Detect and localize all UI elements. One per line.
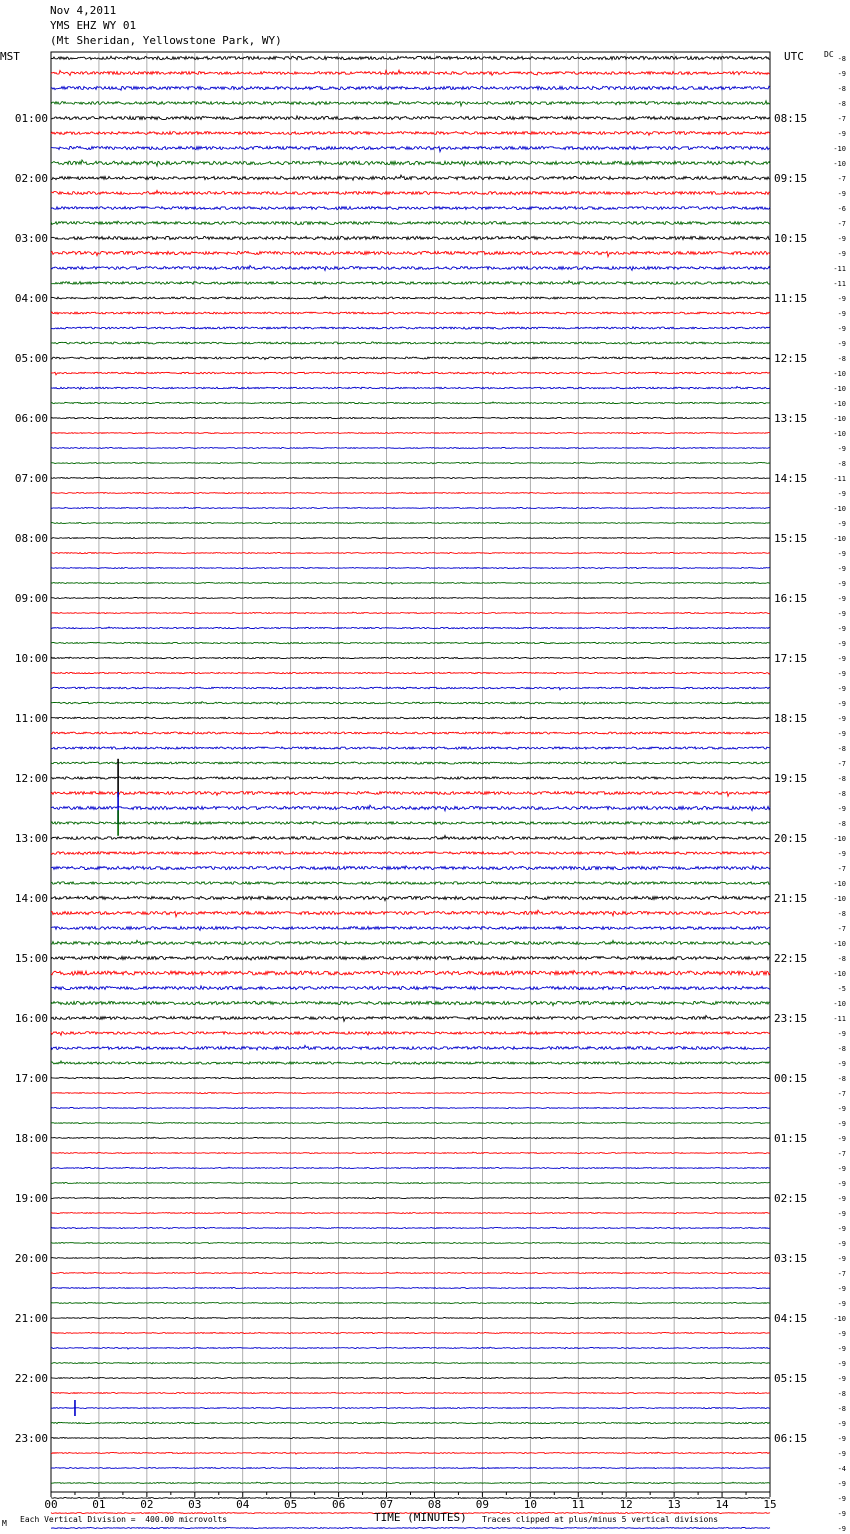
dc-offset-label: -7 [837, 220, 846, 228]
left-hour-label: 07:00 [14, 472, 48, 485]
x-axis-title: TIME (MINUTES) [374, 1511, 467, 1524]
trace-line [51, 1257, 770, 1259]
right-hour-label: 02:15 [774, 1192, 808, 1205]
trace-line [51, 296, 770, 299]
left-hour-label: 15:00 [14, 952, 48, 965]
dc-offset-label: -9 [837, 1360, 846, 1368]
trace-line [51, 642, 770, 643]
trace-line [51, 882, 770, 885]
trace-line [51, 402, 770, 404]
trace-line [51, 387, 770, 390]
trace-line [51, 1242, 770, 1244]
left-hour-label: 21:00 [14, 1312, 48, 1325]
dc-offset-label: -9 [837, 1300, 846, 1308]
trace-line [51, 1363, 770, 1364]
dc-offset-label: -9 [837, 730, 846, 738]
dc-offset-label: -8 [837, 85, 846, 93]
dc-offset-label: -9 [837, 1210, 846, 1218]
dc-offset-label: -9 [837, 805, 846, 813]
dc-offset-label: -9 [837, 850, 846, 858]
dc-offset-label: -8 [837, 1075, 846, 1083]
trace-line [51, 1438, 770, 1439]
dc-offset-label: -10 [833, 880, 846, 888]
trace-line [51, 612, 770, 614]
trace-line [51, 463, 770, 464]
dc-offset-label: -10 [833, 430, 846, 438]
trace-line [51, 568, 770, 569]
right-hour-label: 00:15 [774, 1072, 808, 1085]
trace-line [51, 836, 770, 840]
x-tick-label: 03 [188, 1498, 202, 1511]
dc-offset-label: -6 [837, 205, 846, 213]
trace-line [51, 432, 770, 433]
dc-offset-label: -9 [837, 1165, 846, 1173]
trace-line [51, 281, 770, 285]
dc-offset-label: -9 [837, 1450, 846, 1458]
right-hour-label: 03:15 [774, 1252, 808, 1265]
trace-line [51, 1228, 770, 1230]
right-timezone-label: UTC [784, 50, 804, 63]
dc-offset-label: -9 [837, 235, 846, 243]
left-hour-label: 18:00 [14, 1132, 48, 1145]
trace-line [51, 1152, 770, 1154]
dc-offset-label: -9 [837, 130, 846, 138]
scale-note: Each Vertical Division = 400.00 microvolts [20, 1515, 228, 1524]
dc-offset-label: -10 [833, 970, 846, 978]
trace-line [51, 146, 770, 151]
trace-line [51, 940, 770, 945]
dc-offset-label: -8 [837, 355, 846, 363]
dc-offset-label: -10 [833, 370, 846, 378]
trace-line [51, 852, 770, 855]
trace-line [51, 1318, 770, 1319]
trace-line [51, 1468, 770, 1469]
dc-offset-label: -10 [833, 160, 846, 168]
x-tick-label: 06 [331, 1498, 346, 1511]
dc-offset-label: -9 [837, 1480, 846, 1488]
trace-line [51, 1061, 770, 1065]
x-tick-label: 12 [619, 1498, 633, 1511]
trace-line [51, 598, 770, 599]
dc-offset-label: -7 [837, 925, 846, 933]
left-hour-label: 04:00 [14, 292, 48, 305]
trace-line [51, 1288, 770, 1289]
dc-offset-label: -7 [837, 1150, 846, 1158]
trace-line [51, 477, 770, 479]
dc-offset-label: -10 [833, 385, 846, 393]
dc-offset-label: -8 [837, 460, 846, 468]
right-hour-label: 18:15 [774, 712, 808, 725]
dc-offset-label: -9 [837, 1135, 846, 1143]
trace-line [51, 702, 770, 705]
dc-offset-label: -10 [833, 1000, 846, 1008]
right-hour-label: 09:15 [774, 172, 808, 185]
dc-offset-label: -9 [837, 655, 846, 663]
trace-line [51, 236, 770, 239]
left-hour-label: 12:00 [14, 772, 48, 785]
left-hour-label: 16:00 [14, 1012, 48, 1025]
trace-line [51, 971, 770, 976]
dc-offset-label: -10 [833, 835, 846, 843]
left-hour-label: 05:00 [14, 352, 48, 365]
dc-offset-label: -9 [837, 670, 846, 678]
dc-offset-label: -9 [837, 550, 846, 558]
trace-line [51, 86, 770, 90]
dc-offset-label: -7 [837, 1090, 846, 1098]
dc-offset-label: -7 [837, 760, 846, 768]
dc-offset-label: -9 [837, 445, 846, 453]
trace-line [51, 1001, 770, 1005]
x-tick-label: 10 [523, 1498, 537, 1511]
trace-line [51, 1302, 770, 1303]
dc-offset-label: -10 [833, 145, 846, 153]
dc-offset-label: -9 [837, 1495, 846, 1503]
trace-line [51, 312, 770, 314]
dc-offset-label: -10 [833, 1315, 846, 1323]
x-tick-label: 15 [763, 1498, 777, 1511]
dc-offset-label: -9 [837, 1060, 846, 1068]
dc-offset-label: -9 [837, 610, 846, 618]
trace-line [51, 1377, 770, 1378]
right-hour-label: 19:15 [774, 772, 808, 785]
dc-offset-label: -8 [837, 55, 846, 63]
trace-line [51, 627, 770, 629]
right-hour-label: 01:15 [774, 1132, 808, 1145]
trace-line [51, 717, 770, 720]
left-hour-label: 13:00 [14, 832, 48, 845]
right-hour-label: 16:15 [774, 592, 808, 605]
dc-offset-label: -8 [837, 790, 846, 798]
x-tick-label: 08 [427, 1498, 442, 1511]
right-hour-label: 05:15 [774, 1372, 808, 1385]
left-hour-label: 22:00 [14, 1372, 48, 1385]
x-tick-label: 00 [44, 1498, 58, 1511]
right-hour-label: 14:15 [774, 472, 808, 485]
dc-offset-label: -9 [837, 1255, 846, 1263]
left-hour-label: 23:00 [14, 1432, 48, 1445]
dc-offset-label: -8 [837, 910, 846, 918]
left-hour-label: 08:00 [14, 532, 48, 545]
left-hour-label: 14:00 [14, 892, 48, 905]
x-tick-label: 04 [236, 1498, 250, 1511]
trace-line [51, 70, 770, 75]
dc-offset-label: -9 [837, 190, 846, 198]
trace-line [51, 1123, 770, 1125]
dc-offset-label: -9 [837, 580, 846, 588]
trace-line [51, 116, 770, 120]
trace-line [51, 1452, 770, 1454]
left-hour-label: 10:00 [14, 652, 48, 665]
left-hour-label: 01:00 [14, 112, 48, 125]
right-hour-label: 04:15 [774, 1312, 808, 1325]
record-date: Nov 4,2011 [50, 4, 117, 17]
trace-line [51, 1333, 770, 1334]
x-tick-label: 14 [715, 1498, 729, 1511]
dc-offset-label: -9 [837, 310, 846, 318]
dc-offset-label: -4 [837, 1465, 846, 1473]
trace-line [51, 1422, 770, 1423]
dc-offset-label: -11 [833, 1015, 846, 1023]
dc-offset-label: -8 [837, 1405, 846, 1413]
dc-offset-label: -11 [833, 280, 846, 288]
left-hour-label: 09:00 [14, 592, 48, 605]
dc-offset-label: -9 [837, 1285, 846, 1293]
left-hour-label: 06:00 [14, 412, 48, 425]
dc-label: DC [824, 50, 834, 59]
trace-line [51, 357, 770, 360]
trace-line [51, 447, 770, 448]
trace-line [51, 1213, 770, 1214]
right-hour-label: 23:15 [774, 1012, 808, 1025]
dc-offset-label: -7 [837, 865, 846, 873]
trace-line [51, 910, 770, 917]
trace-line [51, 1045, 770, 1050]
trace-line [51, 1482, 770, 1484]
dc-offset-label: -8 [837, 1390, 846, 1398]
dc-offset-label: -9 [837, 250, 846, 258]
dc-offset-label: -9 [837, 1330, 846, 1338]
x-tick-label: 07 [379, 1498, 394, 1511]
trace-line [51, 552, 770, 553]
trace-line [51, 1393, 770, 1394]
trace-line [51, 805, 770, 811]
dc-offset-label: -7 [837, 175, 846, 183]
trace-line [51, 672, 770, 674]
trace-line [51, 792, 770, 797]
trace-line [51, 101, 770, 106]
dc-offset-label: -9 [837, 565, 846, 573]
trace-line [51, 327, 770, 330]
trace-line [51, 1137, 770, 1139]
dc-offset-label: -9 [837, 1345, 846, 1353]
trace-line [51, 762, 770, 765]
trace-line [51, 1407, 770, 1408]
dc-offset-label: -7 [837, 115, 846, 123]
dc-offset-label: -10 [833, 940, 846, 948]
dc-offset-label: -9 [837, 1240, 846, 1248]
trace-line [51, 132, 770, 136]
dc-offset-label: -8 [837, 775, 846, 783]
dc-offset-label: -11 [833, 475, 846, 483]
dc-offset-label: -8 [837, 955, 846, 963]
dc-offset-label: -9 [837, 490, 846, 498]
right-hour-label: 06:15 [774, 1432, 808, 1445]
trace-line [51, 926, 770, 930]
dc-offset-label: -9 [837, 1510, 846, 1518]
dc-offset-label: -8 [837, 1045, 846, 1053]
trace-line [51, 1167, 770, 1168]
trace-line [51, 1498, 770, 1499]
trace-line [51, 1092, 770, 1093]
dc-offset-label: -9 [837, 625, 846, 633]
x-tick-label: 05 [284, 1498, 298, 1511]
right-hour-label: 22:15 [774, 952, 808, 965]
right-hour-label: 08:15 [774, 112, 808, 125]
dc-offset-label: -5 [837, 985, 846, 993]
left-hour-label: 19:00 [14, 1192, 48, 1205]
left-hour-label: 03:00 [14, 232, 48, 245]
trace-line [51, 1197, 770, 1198]
dc-offset-label: -8 [837, 745, 846, 753]
x-tick-label: 01 [92, 1498, 106, 1511]
dc-offset-label: -9 [837, 1180, 846, 1188]
right-hour-label: 12:15 [774, 352, 808, 365]
dc-offset-label: -11 [833, 265, 846, 273]
trace-line [51, 175, 770, 180]
dc-offset-label: -9 [837, 1030, 846, 1038]
trace-line [51, 372, 770, 375]
trace-line [51, 687, 770, 690]
trace-line [51, 493, 770, 494]
trace-line [51, 1183, 770, 1184]
right-hour-label: 20:15 [774, 832, 808, 845]
trace-line [51, 657, 770, 659]
trace-line [51, 537, 770, 538]
left-hour-label: 17:00 [14, 1072, 48, 1085]
trace-line [51, 866, 770, 870]
dc-offset-label: -9 [837, 595, 846, 603]
dc-offset-label: -9 [837, 1120, 846, 1128]
x-tick-label: 02 [140, 1498, 154, 1511]
clip-note: Traces clipped at plus/minus 5 vertical divisions [482, 1515, 719, 1524]
station-location: (Mt Sheridan, Yellowstone Park, WY) [50, 34, 282, 47]
dc-offset-label: -9 [837, 640, 846, 648]
trace-line [51, 342, 770, 344]
left-hour-label: 20:00 [14, 1252, 48, 1265]
dc-offset-label: -10 [833, 505, 846, 513]
dc-offset-label: -9 [837, 715, 846, 723]
dc-offset-label: -10 [833, 415, 846, 423]
left-hour-label: 11:00 [14, 712, 48, 725]
station-code: YMS EHZ WY 01 [50, 19, 137, 32]
left-hour-label: 02:00 [14, 172, 48, 185]
dc-offset-label: -9 [837, 685, 846, 693]
trace-line [51, 160, 770, 166]
seismic-traces [51, 56, 770, 1534]
dc-offset-label: -10 [833, 535, 846, 543]
right-hour-label: 13:15 [774, 412, 808, 425]
dc-offset-label: -9 [837, 1435, 846, 1443]
dc-offset-label: -10 [833, 400, 846, 408]
trace-line [51, 266, 770, 271]
trace-line [51, 1527, 770, 1528]
dc-offset-label: -9 [837, 700, 846, 708]
dc-offset-label: -9 [837, 1525, 846, 1533]
right-hour-label: 10:15 [774, 232, 808, 245]
dc-offset-label: -10 [833, 895, 846, 903]
dc-offset-label: -9 [837, 1105, 846, 1113]
trace-line [51, 1077, 770, 1079]
trace-line [51, 191, 770, 195]
x-tick-label: 11 [571, 1498, 585, 1511]
right-hour-label: 15:15 [774, 532, 808, 545]
dc-offset-label: -9 [837, 325, 846, 333]
dc-offset-label: -9 [837, 1420, 846, 1428]
dc-offset-label: -8 [837, 820, 846, 828]
x-tick-label: 13 [667, 1498, 681, 1511]
trace-line [51, 956, 770, 960]
trace-line [51, 896, 770, 900]
dc-offset-label: -8 [837, 100, 846, 108]
dc-offset-label: -9 [837, 70, 846, 78]
trace-line [51, 582, 770, 584]
left-timezone-label: MST [0, 50, 20, 63]
trace-line [51, 747, 770, 749]
right-hour-label: 17:15 [774, 652, 808, 665]
trace-line [51, 221, 770, 225]
dc-offset-label: -9 [837, 520, 846, 528]
trace-line [51, 777, 770, 779]
x-tick-label: 09 [475, 1498, 490, 1511]
corner-mark: M [2, 1519, 7, 1528]
trace-line [51, 251, 770, 256]
trace-line [51, 1272, 770, 1273]
dc-offset-label: -9 [837, 340, 846, 348]
dc-offset-label: -9 [837, 1195, 846, 1203]
trace-line [51, 986, 770, 990]
trace-line [51, 731, 770, 734]
right-hour-label: 11:15 [774, 292, 808, 305]
dc-offset-label: -9 [837, 1225, 846, 1233]
trace-line [51, 417, 770, 418]
dc-offset-label: -7 [837, 1270, 846, 1278]
trace-line [51, 821, 770, 825]
trace-line [51, 207, 770, 210]
trace-line [51, 523, 770, 524]
right-hour-label: 21:15 [774, 892, 808, 905]
dc-offset-label: -9 [837, 1375, 846, 1383]
trace-line [51, 1108, 770, 1109]
trace-line [51, 1016, 770, 1022]
trace-line [51, 507, 770, 509]
dc-offset-label: -9 [837, 295, 846, 303]
trace-line [51, 1032, 770, 1036]
trace-line [51, 1347, 770, 1349]
trace-line [51, 56, 770, 60]
